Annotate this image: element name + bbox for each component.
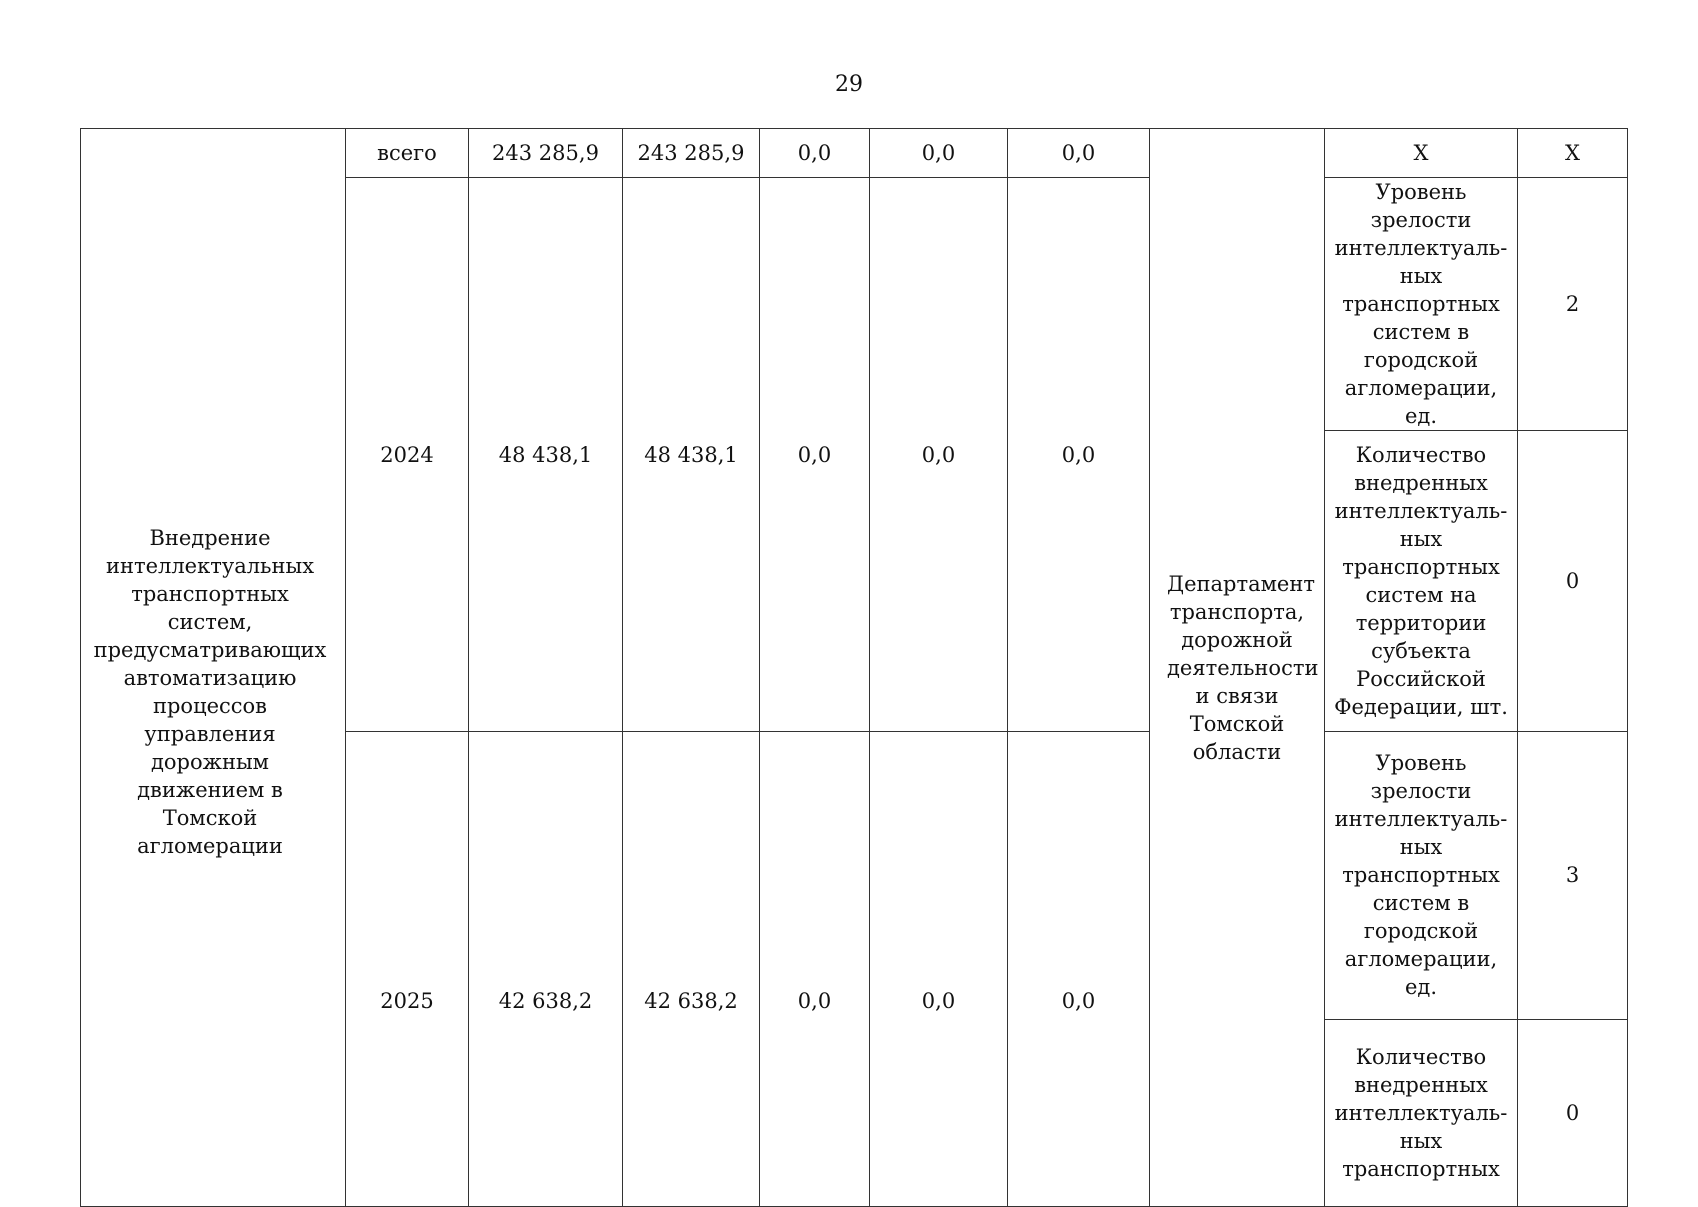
period-cell: 2025	[346, 732, 469, 1207]
executor-cell	[1150, 129, 1325, 1207]
indicator-value-cell: 0	[1518, 1019, 1628, 1207]
program-table	[80, 128, 1628, 1207]
indicator-value-cell: 0	[1518, 431, 1628, 732]
funding-cell: 243 285,9	[623, 129, 760, 178]
measure-name: Внедрение интеллектуальных транспортных систем, предусматривающих автоматизацию процессов управления дорожным движением в Томской агломерации	[93, 525, 327, 858]
indicator-value-cell: 3	[1518, 732, 1628, 1020]
funding-cell: 0,0	[1008, 178, 1150, 732]
indicator-value-header-cell: X	[1518, 129, 1628, 178]
period-cell: 2024	[346, 178, 469, 732]
executor: Департамент транспорта, дорожной деятельности и связи Томской области	[1167, 571, 1319, 764]
total-cell: 42 638,2	[469, 732, 623, 1207]
funding-cell: 0,0	[760, 732, 870, 1207]
period-cell: всего	[346, 129, 469, 178]
funding-cell: 0,0	[760, 178, 870, 732]
program-table-sheet	[80, 128, 1627, 1207]
indicator-name-cell: Количество внедренных интеллектуаль-ных транспортных систем на территории субъекта Российской Федерации, шт.	[1325, 431, 1518, 732]
table-row	[81, 129, 1628, 178]
funding-cell: 0,0	[1008, 732, 1150, 1207]
funding-cell: 48 438,1	[623, 178, 760, 732]
page-number: 29	[835, 72, 863, 97]
indicator-name-cell: Уровень зрелости интеллектуаль-ных транспортных систем в городской агломерации, ед.	[1325, 732, 1518, 1020]
funding-cell: 0,0	[870, 129, 1008, 178]
funding-cell: 0,0	[870, 178, 1008, 732]
indicator-value-cell: 2	[1518, 178, 1628, 431]
total-cell: 48 438,1	[469, 178, 623, 732]
funding-cell: 42 638,2	[623, 732, 760, 1207]
total-cell: 243 285,9	[469, 129, 623, 178]
indicator-header-cell: X	[1325, 129, 1518, 178]
funding-cell: 0,0	[1008, 129, 1150, 178]
indicator-name-cell: Количество внедренных интеллектуаль-ных транспортных	[1325, 1019, 1518, 1207]
measure-name-cell	[81, 129, 346, 1207]
funding-cell: 0,0	[760, 129, 870, 178]
indicator-name-cell: Уровень зрелости интеллектуаль-ных транспортных систем в городской агломерации, ед.	[1325, 178, 1518, 431]
funding-cell: 0,0	[870, 732, 1008, 1207]
